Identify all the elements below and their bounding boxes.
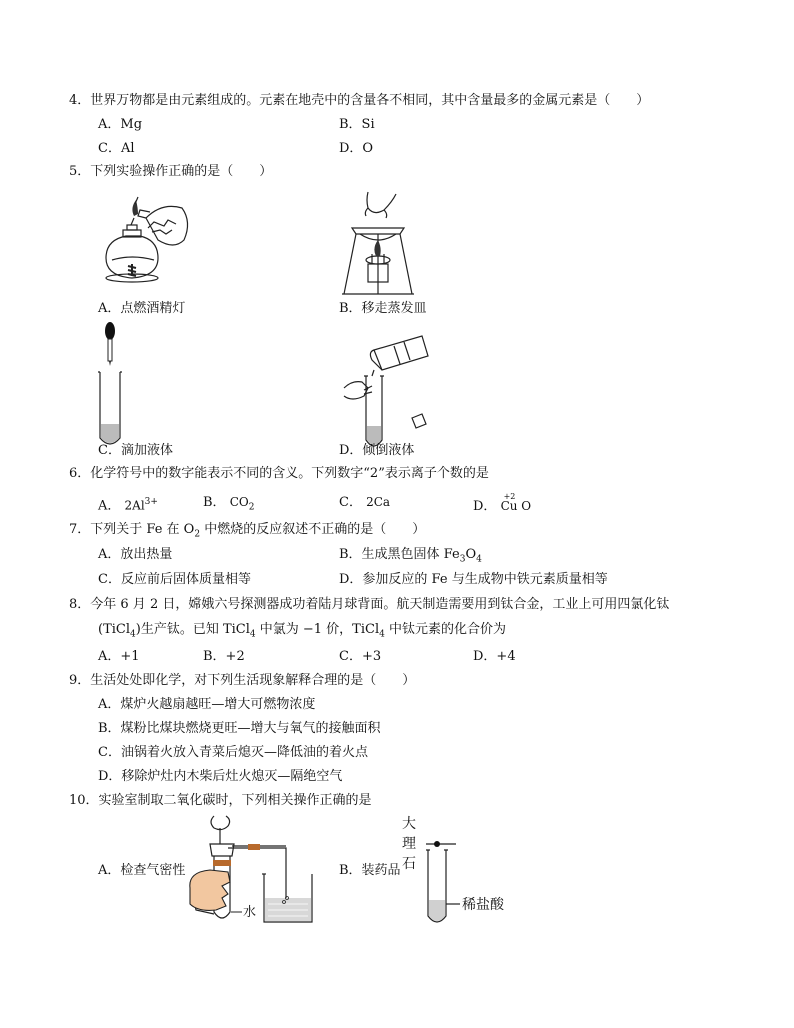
- q10-label-water: 水: [243, 905, 257, 920]
- q5-option-c: C．滴加液体: [98, 443, 173, 458]
- q8-option-d: D．+4: [473, 649, 516, 664]
- q4-stem: 4．世界万物都是由元素组成的。元素在地壳中的含量各不相同，其中含量最多的金属元素是（ ）: [69, 93, 650, 108]
- figure-dropper: [96, 322, 126, 450]
- q5-option-a: A．点燃酒精灯: [98, 301, 186, 316]
- q9-option-b: B．煤粉比煤块燃烧更旺—增大与氧气的接触面积: [98, 721, 381, 736]
- figure-evaporating-dish: [338, 190, 418, 300]
- q10-option-a: A．检查气密性: [98, 863, 186, 878]
- q10-stem: 10．实验室制取二氧化碳时，下列相关操作正确的是: [69, 793, 372, 808]
- q8-stem-line2: (TiCl$_4$)生产钛。已知 TiCl$_4$ 中氯为 −1 价，TiCl$_4$ 中钛元素的化合价为: [98, 622, 506, 640]
- q6-option-d: D． +2 Cu O: [473, 494, 531, 515]
- q9-stem: 9．生活处处即化学，对下列生活现象解释合理的是（ ）: [69, 673, 416, 688]
- q10-label-marble-2: 理: [402, 836, 416, 852]
- q10-label-marble-3: 石: [402, 856, 416, 872]
- q10-option-b: B．装药品: [339, 863, 401, 878]
- q7-option-a: A．放出热量: [98, 547, 173, 562]
- q7-stem: 7．下列关于 Fe 在 $O_2$ 中燃烧的反应叙述不正确的是（ ）: [69, 522, 426, 540]
- figure-pouring-liquid: [338, 330, 438, 452]
- q10-label-marble-1: 大: [402, 816, 416, 832]
- q7-option-d: D．参加反应的 Fe 与生成物中铁元素质量相等: [339, 572, 608, 587]
- q9-option-d: D．移除炉灶内木柴后灶火熄灭—隔绝空气: [98, 769, 343, 784]
- q4-option-a: A．Mg: [98, 117, 143, 132]
- figure-alcohol-lamp: [98, 192, 198, 292]
- q9-option-a: A．煤炉火越扇越旺—增大可燃物浓度: [98, 697, 316, 712]
- figure-loading-reagents: [420, 836, 460, 926]
- q8-stem-line1: 8．今年 6 月 2 日，嫦娥六号探测器成功着陆月球背面。航天制造需要用到钛合金，工业上可用四氯化钛: [69, 597, 670, 612]
- q6-option-a: A． $2Al^{3+}$: [98, 497, 158, 514]
- q7-option-b: B．生成黑色固体 $Fe_3O_4$: [339, 547, 482, 565]
- q6-option-c: C． 2Ca: [339, 495, 391, 510]
- q9-option-c: C．油锅着火放入青菜后熄灭—降低油的着火点: [98, 745, 368, 760]
- q8-option-a: A．+1: [98, 649, 140, 664]
- q5-stem: 5．下列实验操作正确的是（ ）: [69, 164, 273, 179]
- q6-d-valence: +2: [503, 492, 516, 501]
- q4-option-d: D．O: [339, 141, 374, 156]
- q7-option-c: C．反应前后固体质量相等: [98, 572, 251, 587]
- q6-option-b: B． $CO_2$: [203, 495, 255, 513]
- q6-stem: 6．化学符号中的数字能表示不同的含义。下列数字“2”表示离子个数的是: [69, 466, 489, 481]
- q8-option-b: B．+2: [203, 649, 245, 664]
- q5-option-d: D．倾倒液体: [339, 443, 415, 458]
- q5-option-b: B．移走蒸发皿: [339, 301, 427, 316]
- q4-option-c: C．Al: [98, 141, 135, 156]
- q4-option-b: B．Si: [339, 117, 375, 132]
- q10-label-acid: 稀盐酸: [462, 897, 504, 913]
- q8-option-c: C．+3: [339, 649, 382, 664]
